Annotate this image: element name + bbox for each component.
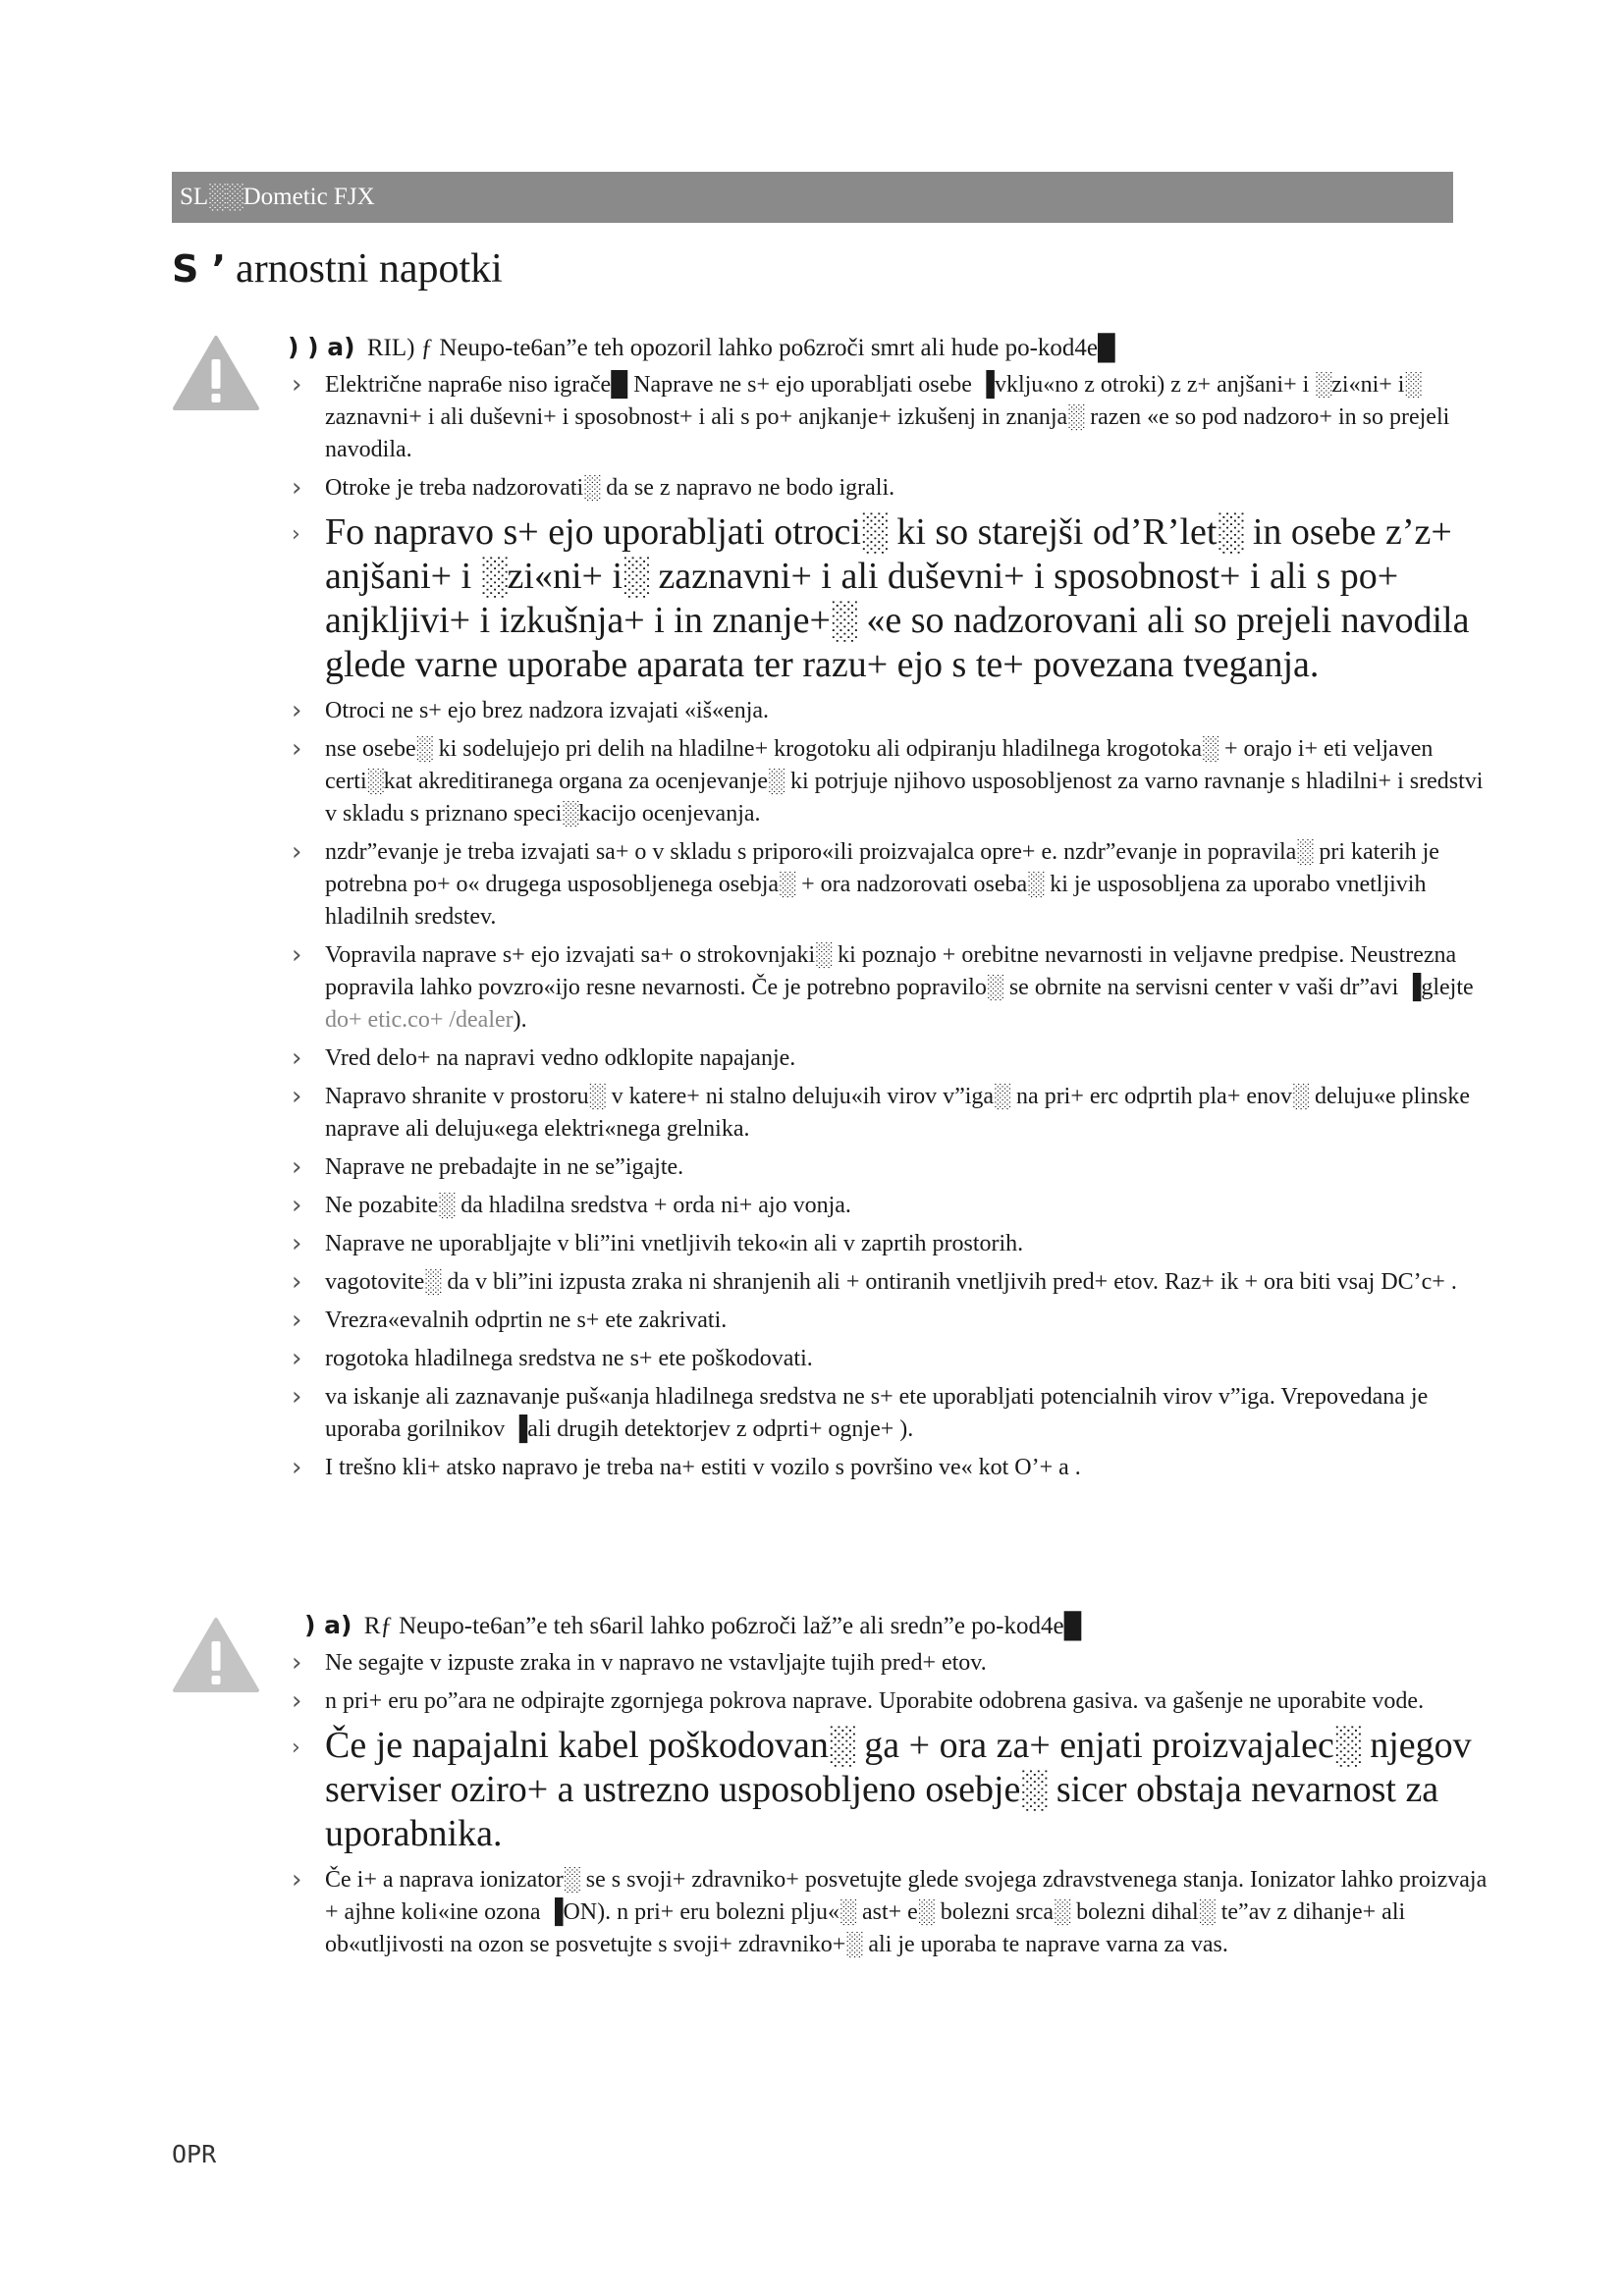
list-item [288,1042,1495,1075]
list-item [288,1864,1495,1961]
warning-signal-word: ) ) a) [288,333,355,361]
list-item-text: Ne pozabite░ da hladilna sredstva + orda ni+ ajo vonja. [325,1193,851,1218]
list-item-text: Če je napajalni kabel poškodovan░ ga + ora za+ enjati proizvajalec░ njegov serviser oziro+ a ustrezno usposobljeno osebje░ sicer obstaja nevarnost za uporabnika. [325,1725,1472,1854]
list-item-text: Otroke je treba nadzorovati░ da se z napravo ne bodo igrali. [325,475,895,501]
section-title-text: arnostni napotki [236,246,503,292]
list-item [288,1452,1495,1484]
list-item-text: nzdr”evanje je treba izvajati sa+ o v skladu s priporo«ili proizvajalca opre+ e. nzdr”evanje in popravila░ pri katerih je potrebna po+ o« drugega usposobljenega osebja░ + ora nadzorovati oseba░ ki je usposobljena za uporabo vnetljivih hladilnih sredstev. [325,839,1439,930]
list-item-text: n pri+ eru po”ara ne odpirajte zgornjega pokrova naprave. Uporabite odobrena gasiva. va gašenje ne uporabite vode. [325,1688,1425,1714]
list-item-text: Vopravila naprave s+ ejo izvajati sa+ o strokovnjaki░ ki poznajo + orebitne nevarnosti in veljavne predpise. Neustrezna popravila lahko povzro«ijo resne nevarnosti. Če je potrebno popravilo░ se obrnite na servisni center v vaši dr”avi ▐glejte [325,942,1474,1000]
list-item [288,1647,1495,1680]
list-item [288,1685,1495,1718]
list-item-text: Otroci ne s+ ejo brez nadzora izvajati «iš«enja. [325,698,770,723]
page-number: OPR [172,2140,217,2168]
list-item [288,510,1495,687]
list-item [288,472,1495,505]
list-item [288,939,1495,1037]
list-item-text: Vrezra«evalnih odprtin ne s+ ete zakrivati. [325,1308,728,1333]
list-item-text: Fo napravo s+ ejo uporabljati otroci░ ki so starejši od’R’let░ in osebe z’z+ anjšani+ i ░zi«ni+ i░ zaznavni+ i ali duševni+ i sposobnost+ i ali s po+ anjkljivi+ i izkušnja+ i in znanje+░ «e so nadzorovani ali so prejeli navodila glede varne uporabe aparata ter razu+ ejo s te+ povezana tveganja. [325,511,1470,685]
caution-triangle-icon [172,1616,260,1694]
list-item [288,1305,1495,1337]
list-item-text: Naprave ne prebadajte in ne se”igajte. [325,1154,684,1180]
list-item-text: Napravo shranite v prostoru░ v katere+ ni stalno deluju«ih virov v”iga░ na pri+ erc odprtih pla+ enov░ deluju«e plinske naprave ali deluju«ega elektri«nega grelnika. [325,1084,1470,1142]
list-item-text: Ne segajte v izpuste zraka in v napravo ne vstavljajte tujih pred+ etov. [325,1650,987,1676]
caution-signal-word: ) a) [304,1611,352,1639]
warning-list [288,369,1495,1490]
list-item [288,1228,1495,1260]
list-item [288,695,1495,727]
list-item-text: Vred delo+ na napravi vedno odklopite napajanje. [325,1045,796,1071]
list-item-text: rogotoka hladilnega sredstva ne s+ ete poškodovati. [325,1346,813,1371]
caution-signal-text: Rƒ Neupo-te6an”e teh s6aril lahko po6zroči laž”e ali sredn”e po-kod4e█ [363,1613,1082,1639]
header-text: SL░░Dometic FJX [180,184,375,210]
list-item [288,1081,1495,1146]
list-item-text: Naprave ne uporabljajte v bli”ini vnetljivih teko«in ali v zaprtih prostorih. [325,1231,1024,1256]
caution-list [288,1647,1495,1967]
dealer-link[interactable]: do+ etic.co+ /dealer [325,1007,514,1033]
list-item [288,1724,1495,1856]
header-bar [172,172,1453,223]
warning-signal [288,330,1115,366]
list-item [288,1266,1495,1299]
list-item [288,369,1495,466]
list-item [288,1190,1495,1222]
list-item-text: Če i+ a naprava ionizator░ se s svoji+ zdravniko+ posvetujte glede svojega zdravstvenega stanja. Ionizator lahko proizvaja + ajhne koli«ine ozona ▐ON). n pri+ eru bolezni plju«░ ast+ e░ bolezni srca░ bolezni dihal░ te”av z dihanje+ ali ob«utljivosti na ozon se posvetujte s svoji+ zdravniko+░ ali je uporaba te naprave varna za vas. [325,1867,1488,1957]
section-title [172,241,503,296]
list-item-text: va iskanje ali zaznavanje puš«anja hladilnega sredstva ne s+ ete uporabljati potencialnih virov v”iga. Vrepovedana je uporaba gorilnikov ▐ali drugih detektorjev z odprti+ ognje+ ). [325,1384,1429,1442]
section-title-lead: S ’ [172,247,227,291]
list-item [288,836,1495,934]
caution-signal [304,1608,1081,1644]
list-item-text: Električne napra6e niso igrače█ Naprave ne s+ ejo uporabljati osebe ▐vklju«no z otroki) z z+ anjšani+ i ░zi«ni+ i░ zaznavni+ i ali duševni+ i sposobnost+ i ali s po+ anjkanje+ izkušenj in znanja░ razen «e so pod nadzoro+ in so prejeli navodila. [325,372,1450,462]
warning-triangle-icon [172,334,260,412]
list-item-text: nse osebe░ ki sodelujejo pri delih na hladilne+ krogotoku ali odpiranju hladilnega krogotoka░ + orajo i+ eti veljaven certi░kat akreditiranega organa za ocenjevanje░ ki potrjuje njihovo usposobljenost za varno ravnanje s hladilni+ i sredstvi v skladu s priznano speci░kacijo ocenjevanja. [325,736,1484,827]
list-item [288,733,1495,830]
warning-signal-text: RIL) ƒ Neupo-te6an”e teh opozoril lahko po6zroči smrt ali hude po-kod4e█ [366,335,1115,361]
list-item-text-after: ). [513,1007,527,1033]
list-item [288,1151,1495,1184]
list-item-text: I trešno kli+ atsko napravo je treba na+ estiti v vozilo s površino ve« kot O’+ a . [325,1455,1081,1480]
list-item [288,1381,1495,1446]
list-item-text: vagotovite░ da v bli”ini izpusta zraka ni shranjenih ali + ontiranih vnetljivih pred+ etov. Raz+ ik + ora biti vsaj DC’c+ . [325,1269,1457,1295]
list-item [288,1343,1495,1375]
